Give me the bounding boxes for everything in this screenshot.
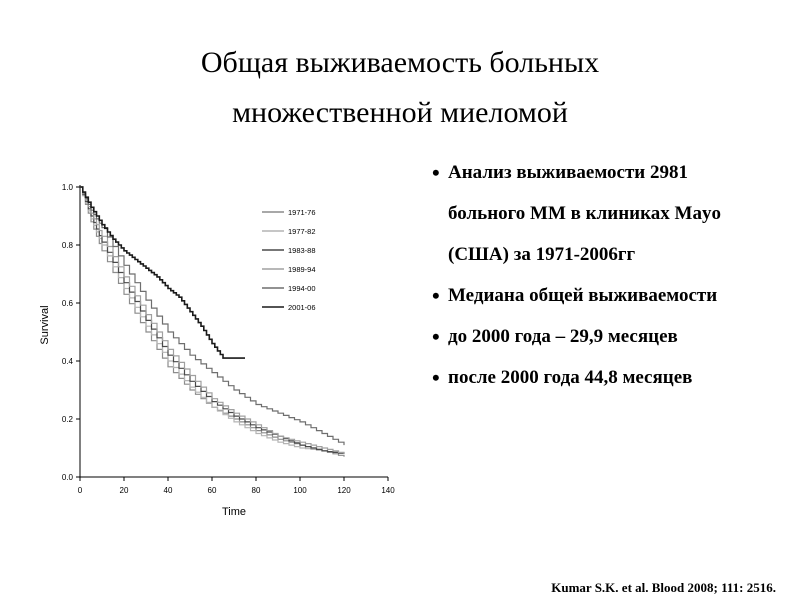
bullet-list	[432, 152, 792, 398]
x-tick-label: 60	[207, 486, 217, 495]
bullet-item	[432, 357, 792, 398]
legend-label: 1977-82	[288, 227, 316, 236]
bullet-item	[432, 316, 792, 357]
bullet-text: после 2000 года 44,8 месяцев	[448, 367, 693, 388]
y-tick-label: 0.0	[61, 473, 73, 482]
survival-chart	[30, 175, 400, 525]
citation: Kumar S.K. et al. Blood 2008; 111: 2516.	[551, 580, 776, 595]
x-axis-label: Time	[221, 506, 247, 518]
chart-axes	[62, 183, 395, 495]
legend-label: 1971-76	[288, 208, 316, 217]
x-tick-label: 100	[293, 486, 307, 495]
bullet-item	[432, 152, 792, 275]
legend-label: 1994-00	[288, 284, 316, 293]
y-axis-label: Survival	[39, 305, 51, 345]
bullet-dot-icon: •	[432, 160, 440, 185]
y-tick-label: 0.8	[61, 241, 73, 250]
slide-title	[0, 38, 800, 138]
x-tick-label: 120	[337, 486, 351, 495]
y-tick-label: 1.0	[61, 183, 73, 192]
bullet-dot-icon: •	[432, 283, 440, 308]
x-tick-label: 20	[119, 486, 129, 495]
legend-label: 2001-06	[288, 303, 316, 312]
bullet-dot-icon: •	[432, 365, 440, 390]
y-tick-label: 0.2	[61, 415, 73, 424]
bullet-text: Медиана общей выживаемости	[448, 285, 718, 306]
x-tick-label: 80	[251, 486, 261, 495]
bullet-text-continued: больного ММ в клиниках Мayo	[448, 203, 721, 224]
legend-label: 1989-94	[288, 265, 316, 274]
bullet-text: до 2000 года – 29,9 месяцев	[448, 326, 678, 347]
x-tick-label: 0	[77, 486, 83, 495]
bullet-text: Анализ выживаемости 2981	[448, 162, 688, 183]
y-tick-label: 0.4	[61, 357, 73, 366]
chart-legend	[262, 208, 316, 312]
x-tick-label: 140	[381, 486, 395, 495]
bullet-item	[432, 275, 792, 316]
slide-title-line-2: множественной миеломой	[232, 96, 568, 129]
legend-label: 1983-88	[288, 246, 316, 255]
bullet-dot-icon: •	[432, 324, 440, 349]
bullet-text-continued: (США) за 1971-2006гг	[448, 244, 636, 265]
y-tick-label: 0.6	[61, 299, 73, 308]
slide-title-line-1: Общая выживаемость больных	[200, 46, 600, 79]
x-tick-label: 40	[163, 486, 173, 495]
